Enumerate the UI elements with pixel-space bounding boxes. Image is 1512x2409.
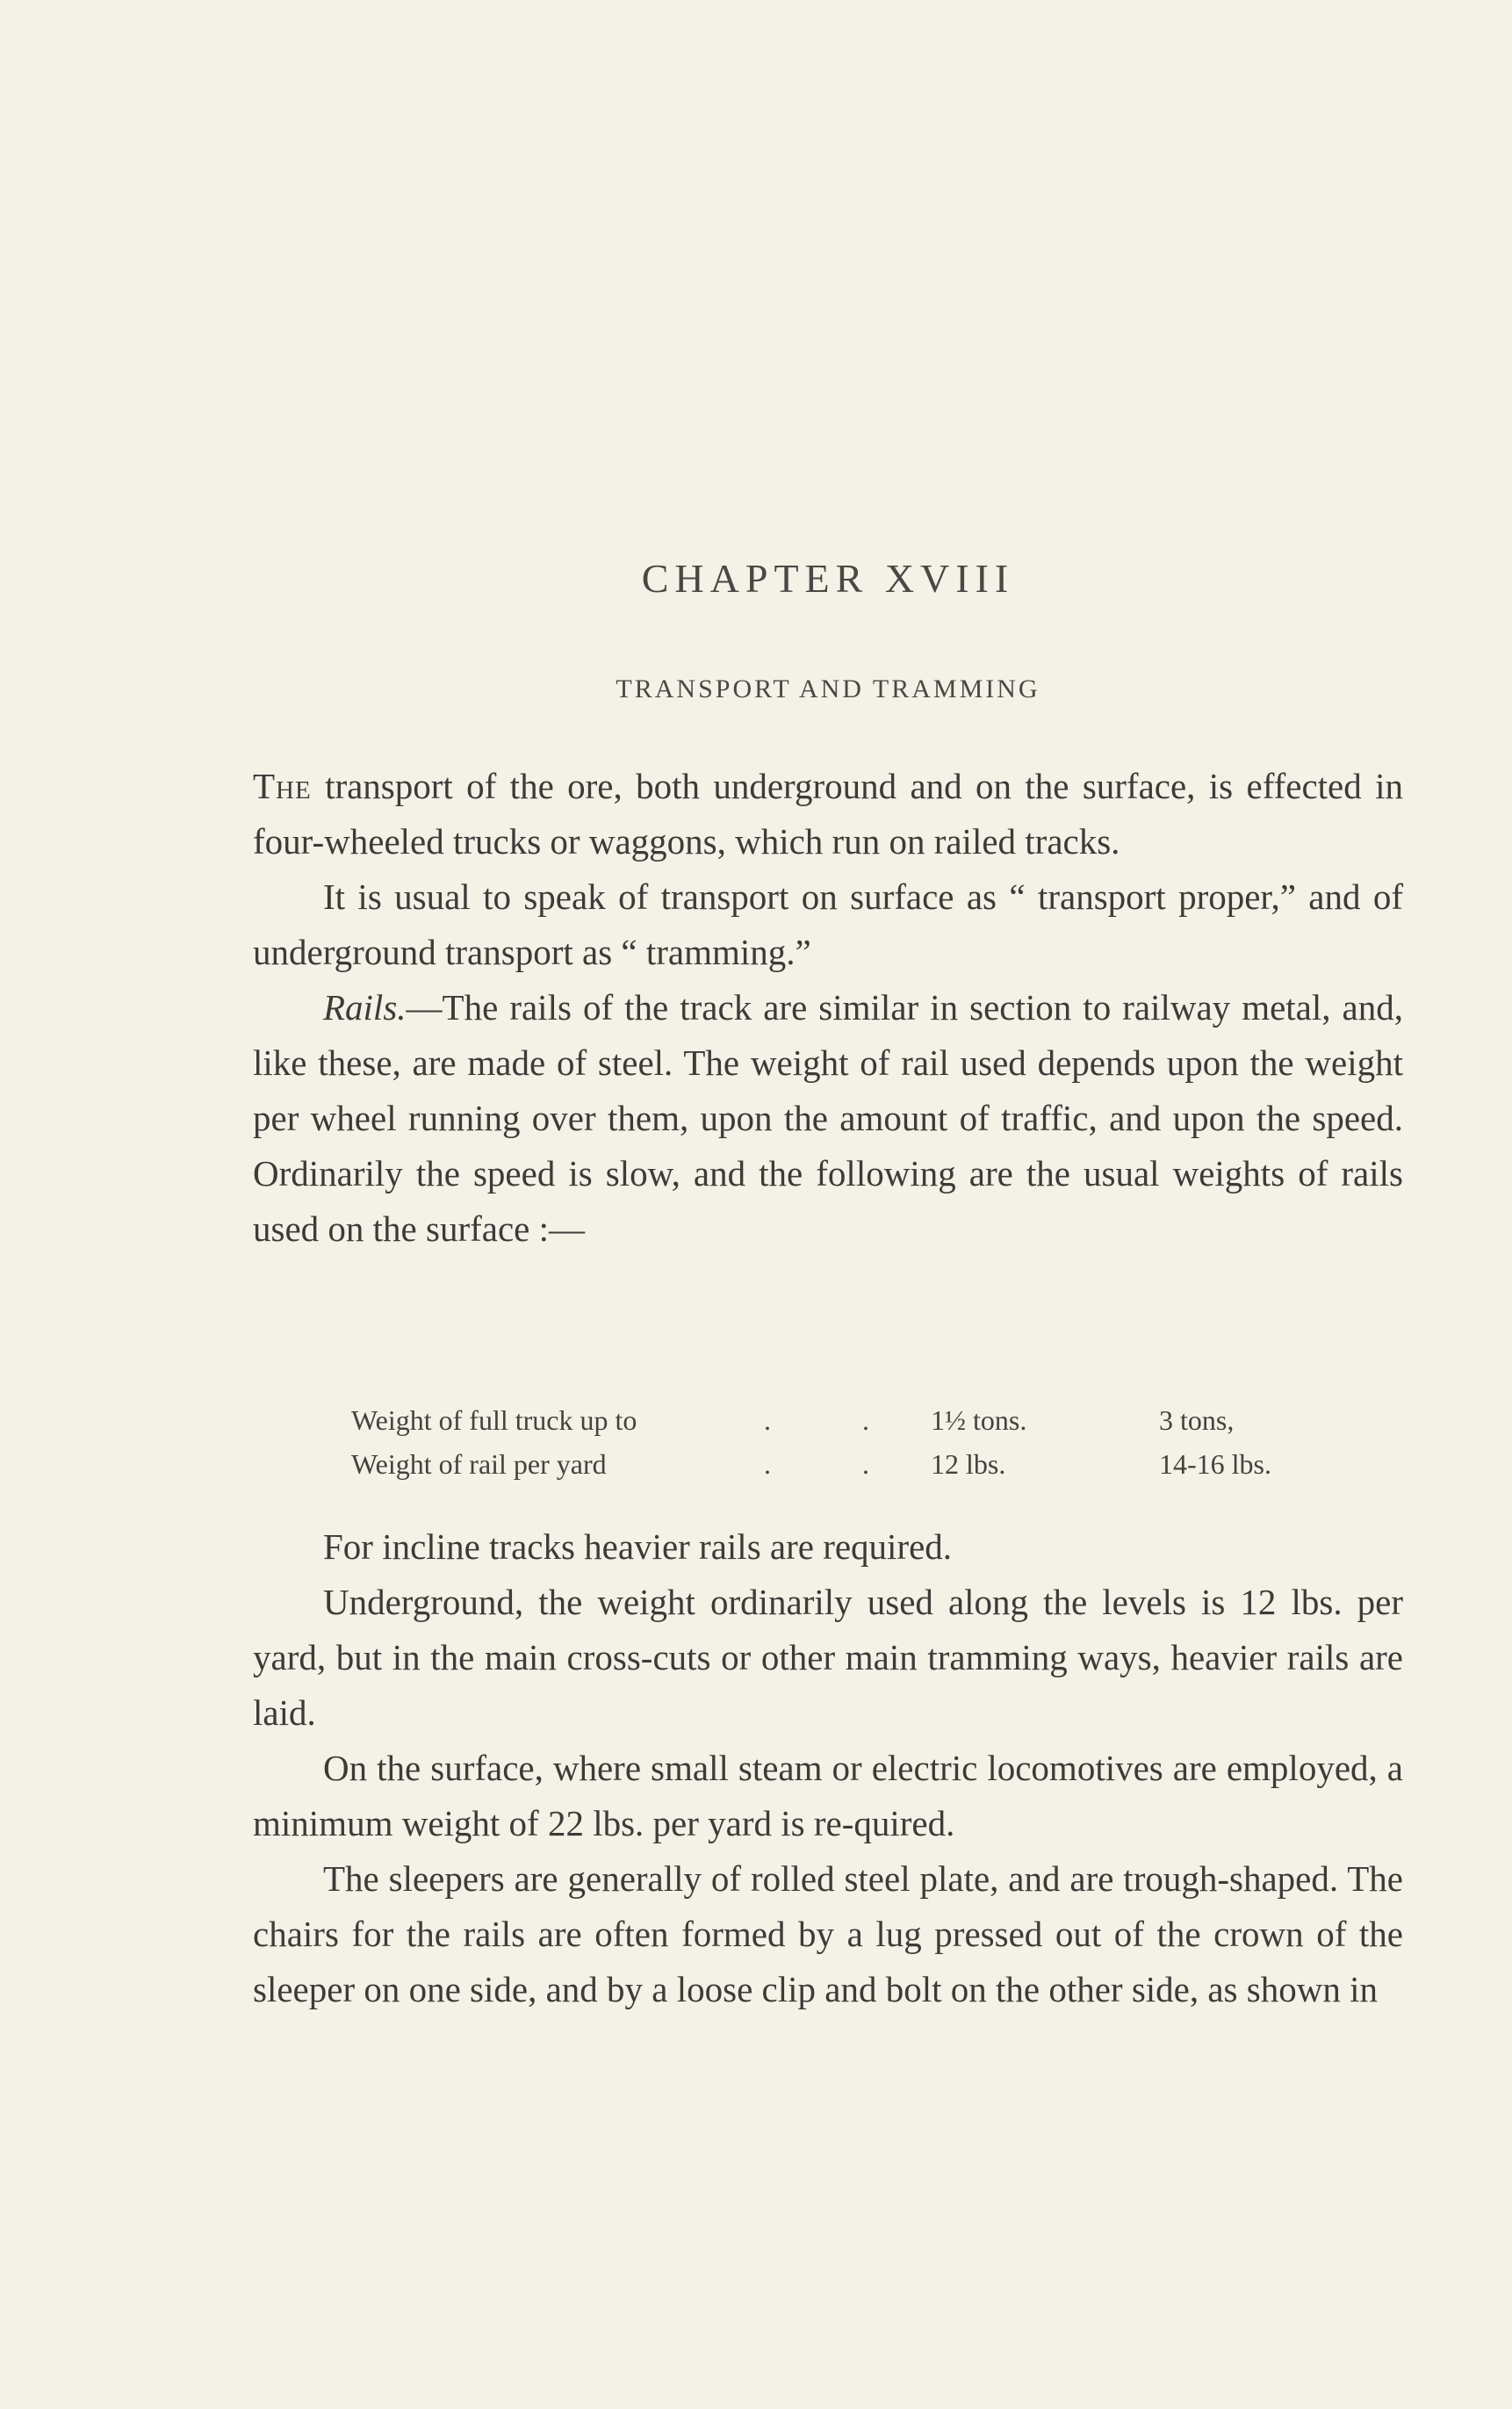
table-row	[351, 1442, 1361, 1486]
leader-dots: . .	[764, 1403, 911, 1436]
leader-dots: . .	[764, 1447, 911, 1480]
table-row-label: Weight of full truck up to	[351, 1403, 637, 1436]
paragraph-text: —The rails of the track are similar in section to railway metal, and, like these, are made of steel. The weight of rail used depends upon the weight per wheel running over them, upon the amount of traffic, and upon the speed. Ordinarily the speed is slow, and the following are the usual weights of rails used on the surface :—	[253, 987, 1403, 1249]
paragraph-surface-locomotives: On the surface, where small steam or electric locomotives are employed, a minimum weight of 22 lbs. per yard is re-quired.	[253, 1748, 1403, 1843]
paragraph-rails	[253, 980, 1403, 1257]
paragraph-sleepers: The sleepers are generally of rolled steel plate, and are trough-shaped. The chairs for the rails are often formed by a lug pressed out of the crown of the sleeper on one side, and by a loose clip and bolt on the other side, as shown in	[253, 1858, 1403, 2009]
table-value-light: 12 lbs.	[931, 1447, 1006, 1480]
chapter-subtitle: TRANSPORT AND TRAMMING	[616, 674, 1040, 703]
paragraph-lead-word: The	[253, 766, 312, 806]
table-value-heavy: 3 tons,	[1159, 1403, 1235, 1436]
paragraph-transport-intro	[253, 759, 1403, 869]
paragraph-terminology	[253, 869, 1403, 980]
body-text-bottom	[253, 1519, 1403, 2017]
body-text-top	[253, 759, 1403, 1257]
paragraph-underground-weights: Underground, the weight ordinarily used along the levels is 12 lbs. per yard, but in the main cross-cuts or other main tramming ways, heavier rails are laid.	[253, 1582, 1403, 1733]
table-row-label: Weight of rail per yard	[351, 1447, 607, 1480]
table-row	[351, 1398, 1361, 1442]
rail-weights-table	[351, 1398, 1361, 1486]
section-heading-rails: Rails.	[323, 987, 407, 1028]
table-value-light: 1½ tons.	[931, 1403, 1027, 1436]
paragraph-text: It is usual to speak of transport on surface as “ transport proper,” and of underground transport as “ tramming.”	[253, 876, 1403, 972]
paragraph-text: transport of the ore, both underground and on the surface, is effected in four-wheeled trucks or waggons, which run on railed tracks.	[253, 766, 1403, 862]
paragraph-incline-tracks: For incline tracks heavier rails are required.	[323, 1526, 953, 1567]
chapter-title: CHAPTER XVIII	[641, 556, 1015, 601]
table-value-heavy: 14-16 lbs.	[1159, 1447, 1271, 1480]
